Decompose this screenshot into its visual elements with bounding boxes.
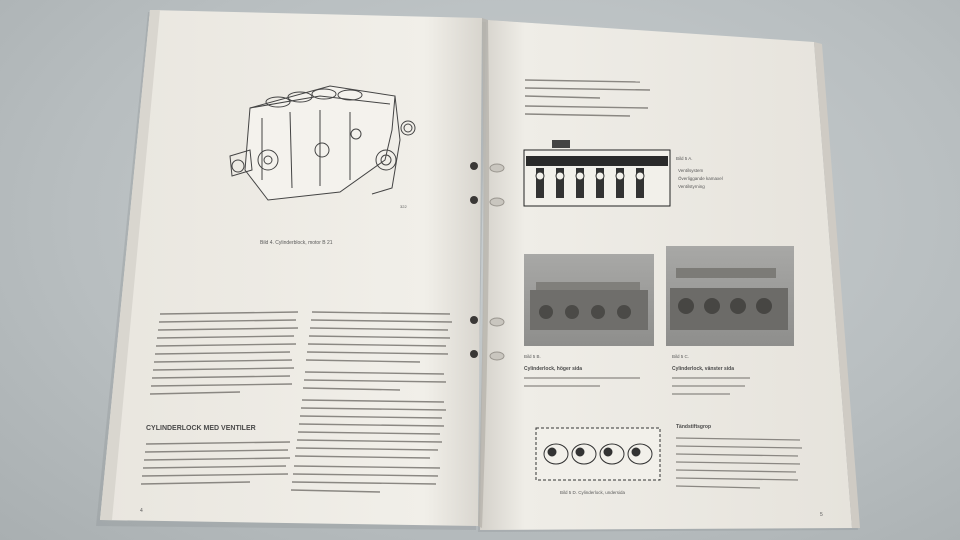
left-page <box>100 10 482 526</box>
section-heading-left: CYLINDERLOCK MED VENTILER <box>146 425 256 432</box>
svg-text:Ventilsystem: Ventilsystem <box>678 168 704 173</box>
figure-5c-photo <box>666 246 794 346</box>
figure-5a-camshaft <box>524 140 670 206</box>
figure-code-left: 322 <box>400 204 407 209</box>
figure-5b-caption: Bild 5 B. <box>524 354 541 359</box>
page-number-left: 4 <box>140 508 143 514</box>
figure-5c-title: Cylinderlock, vänster sida <box>672 366 734 372</box>
figure-5d-drawing <box>536 428 660 480</box>
section-heading-right: Tändstiftsgrop <box>676 424 711 430</box>
page-number-right: 5 <box>820 512 823 518</box>
svg-text:Ventilstyrning: Ventilstyrning <box>678 184 705 189</box>
svg-text:Överliggande kamaxel: Överliggande kamaxel <box>678 176 723 181</box>
figure-5b-photo <box>524 254 654 346</box>
svg-text:Bild 5 A.: Bild 5 A. <box>676 156 693 161</box>
figure-5d-caption: Bild 5 D. Cylinderlock, undersida <box>560 490 626 495</box>
figure-caption-left: Bild 4. Cylinderblock, motor B 21 <box>260 240 333 246</box>
figure-5b-title: Cylinderlock, höger sida <box>524 366 583 372</box>
figure-5c-caption: Bild 5 C. <box>672 354 690 359</box>
